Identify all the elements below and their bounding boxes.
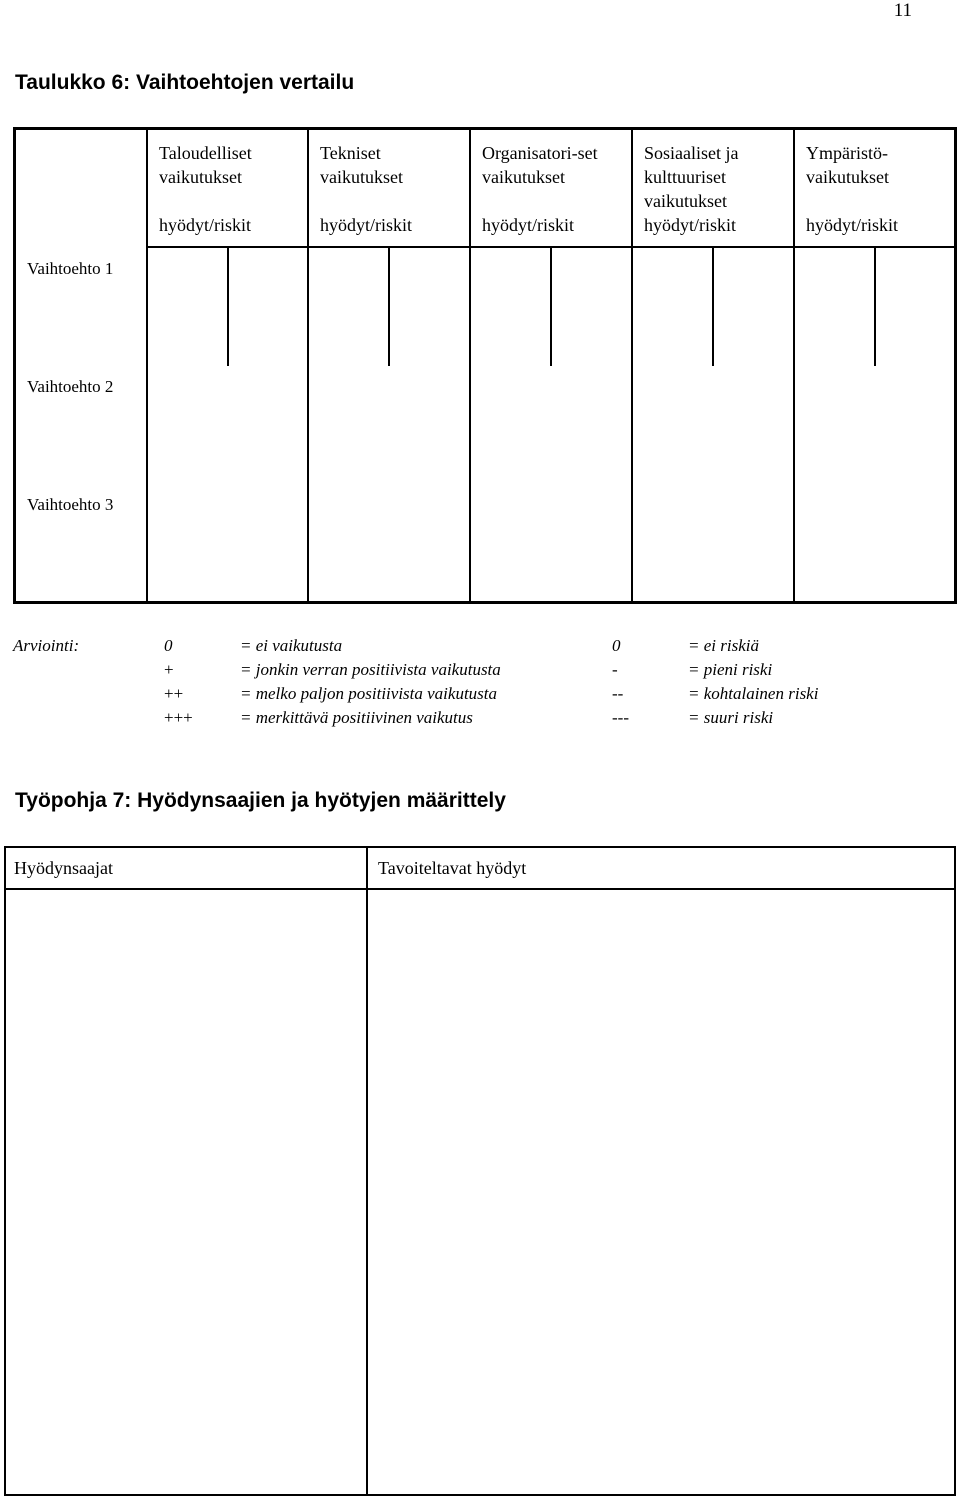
comparison-table <box>13 127 957 604</box>
legend-symbol: ++ <box>164 684 184 703</box>
legend-symbol: +++ <box>164 708 193 727</box>
legend-symbol: + <box>164 660 174 679</box>
legend-description: = ei riskiä <box>688 636 759 655</box>
column-header-target-benefits: Tavoiteltavat hyödyt <box>378 858 527 878</box>
column-header-line: vaikutukset <box>482 167 565 187</box>
table6-subdivider <box>712 246 714 366</box>
column-header-line: vaikutukset <box>320 167 403 187</box>
legend <box>0 634 960 734</box>
column-header-beneficiaries: Hyödynsaajat <box>14 858 113 878</box>
column-header-line: kulttuuriset <box>644 167 726 187</box>
table6-divider <box>146 130 148 601</box>
legend-symbol: 0 <box>612 636 621 655</box>
column-benefit-label: hyödyt/riskit <box>320 215 413 235</box>
legend-symbol: -- <box>612 684 624 703</box>
column-header-economic <box>159 141 309 235</box>
table6-divider <box>307 130 309 601</box>
column-header-line: Taloudelliset <box>159 143 252 163</box>
table6-subdivider <box>227 246 229 366</box>
column-header-line: vaikutukset <box>806 167 889 187</box>
column-header-line: vaikutukset <box>644 191 727 211</box>
table7-header-rule <box>6 888 954 890</box>
table6-divider <box>469 130 471 601</box>
column-benefit-label: hyödyt/riskit <box>644 215 737 235</box>
legend-symbol: - <box>612 660 618 679</box>
legend-description: = jonkin verran positiivista vaikutusta <box>240 660 501 679</box>
table6-title: Taulukko 6: Vaihtoehtojen vertailu <box>15 71 355 94</box>
legend-description: = kohtalainen riski <box>688 684 819 703</box>
legend-symbol: 0 <box>164 636 173 655</box>
table6-subdivider <box>550 246 552 366</box>
column-benefit-label: hyödyt/riskit <box>482 215 575 235</box>
legend-symbol: --- <box>612 708 629 727</box>
legend-description: = ei vaikutusta <box>240 636 343 655</box>
legend-description: = pieni riski <box>688 660 773 679</box>
row-label-option-1: Vaihtoehto 1 <box>27 259 114 278</box>
legend-description: = merkittävä positiivinen vaikutus <box>240 708 473 727</box>
column-header-line: Tekniset <box>320 143 381 163</box>
column-header-technical <box>320 141 470 235</box>
column-header-line: Organisatori-set <box>482 143 598 163</box>
column-header-line: Sosiaaliset ja <box>644 143 739 163</box>
legend-description: = melko paljon positiivista vaikutusta <box>240 684 498 703</box>
column-header-social <box>644 141 794 235</box>
column-header-line: vaikutukset <box>159 167 242 187</box>
row-label-option-2: Vaihtoehto 2 <box>27 377 114 396</box>
column-benefit-label: hyödyt/riskit <box>159 215 252 235</box>
column-header-environmental <box>806 141 956 235</box>
row-label-option-3: Vaihtoehto 3 <box>27 495 114 514</box>
legend-title: Arviointi: <box>13 636 80 655</box>
table7-title: Työpohja 7: Hyödynsaajien ja hyötyjen määrittely <box>15 789 506 812</box>
column-benefit-label: hyödyt/riskit <box>806 215 899 235</box>
column-header-organisational <box>482 141 632 235</box>
table6-subdivider <box>388 246 390 366</box>
legend-description: = suuri riski <box>688 708 774 727</box>
table6-divider <box>631 130 633 601</box>
table6-subdivider <box>874 246 876 366</box>
column-header-line: Ympäristö- <box>806 143 888 163</box>
table7-divider <box>366 848 368 1494</box>
page-number: 11 <box>893 0 912 21</box>
beneficiaries-table <box>4 846 956 1496</box>
